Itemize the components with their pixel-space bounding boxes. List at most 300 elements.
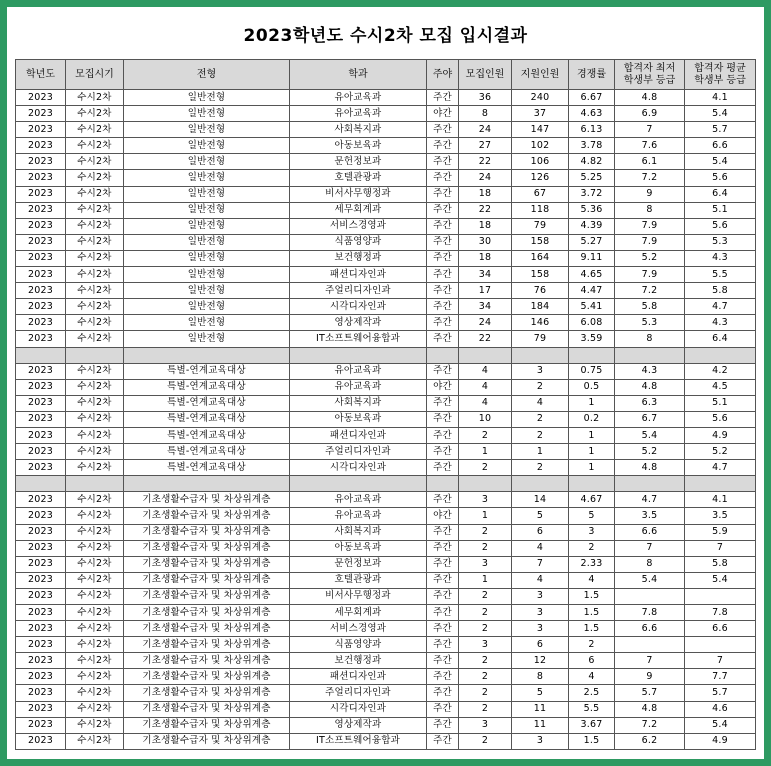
cell-quota: 2 [459, 685, 512, 701]
cell-period: 수시2차 [66, 637, 124, 653]
cell-day-night: 주간 [427, 170, 459, 186]
table-row [16, 605, 756, 621]
cell-day-night: 주간 [427, 685, 459, 701]
cell-department: 유아교육과 [290, 90, 427, 106]
cell-day-night: 주간 [427, 154, 459, 170]
cell-period: 수시2차 [66, 331, 124, 347]
cell-type: 기초생활수급자 및 차상위계층 [124, 653, 290, 669]
table-row [16, 186, 756, 202]
cell-type: 특별-연계교육대상 [124, 411, 290, 427]
cell-day-night: 주간 [427, 427, 459, 443]
cell-year: 2023 [16, 411, 66, 427]
cell-min-grade: 7 [615, 653, 685, 669]
cell-year: 2023 [16, 637, 66, 653]
cell-type: 일반전형 [124, 331, 290, 347]
cell-quota: 18 [459, 186, 512, 202]
cell-period: 수시2차 [66, 411, 124, 427]
table-row [16, 202, 756, 218]
cell-avg-grade: 5.4 [685, 106, 756, 122]
cell-day-night: 주간 [427, 234, 459, 250]
cell-period: 수시2차 [66, 170, 124, 186]
cell-type: 기초생활수급자 및 차상위계층 [124, 572, 290, 588]
table-row [16, 379, 756, 395]
cell-period: 수시2차 [66, 508, 124, 524]
cell-year: 2023 [16, 685, 66, 701]
cell-type: 기초생활수급자 및 차상위계층 [124, 524, 290, 540]
cell-day-night: 주간 [427, 540, 459, 556]
cell-department: 시각디자인과 [290, 701, 427, 717]
cell-min-grade: 5.4 [615, 427, 685, 443]
cell-quota: 24 [459, 170, 512, 186]
cell-quota: 2 [459, 524, 512, 540]
cell-type: 일반전형 [124, 122, 290, 138]
cell-day-night: 주간 [427, 122, 459, 138]
cell-day-night: 주간 [427, 588, 459, 604]
cell-applicants: 4 [512, 540, 569, 556]
col-header-day-night: 주야 [427, 60, 459, 90]
cell-department: 사회복지과 [290, 122, 427, 138]
cell-period: 수시2차 [66, 733, 124, 749]
cell-applicants: 3 [512, 733, 569, 749]
cell-type: 기초생활수급자 및 차상위계층 [124, 733, 290, 749]
cell-period: 수시2차 [66, 363, 124, 379]
cell-quota: 18 [459, 218, 512, 234]
cell-period: 수시2차 [66, 685, 124, 701]
table-row [16, 701, 756, 717]
separator-cell [685, 347, 756, 363]
cell-year: 2023 [16, 540, 66, 556]
cell-quota: 2 [459, 701, 512, 717]
cell-competition: 4.82 [569, 154, 615, 170]
cell-department: 유아교육과 [290, 106, 427, 122]
cell-competition: 1.5 [569, 588, 615, 604]
cell-type: 기초생활수급자 및 차상위계층 [124, 492, 290, 508]
cell-competition: 1.5 [569, 733, 615, 749]
cell-day-night: 주간 [427, 460, 459, 476]
table-row [16, 218, 756, 234]
separator-cell [569, 476, 615, 492]
cell-competition: 4.63 [569, 106, 615, 122]
cell-applicants: 146 [512, 315, 569, 331]
cell-competition: 6.67 [569, 90, 615, 106]
col-header-period: 모집시기 [66, 60, 124, 90]
cell-day-night: 주간 [427, 524, 459, 540]
table-row [16, 395, 756, 411]
table-row [16, 556, 756, 572]
cell-day-night: 주간 [427, 556, 459, 572]
cell-period: 수시2차 [66, 106, 124, 122]
cell-period: 수시2차 [66, 444, 124, 460]
cell-type: 기초생활수급자 및 차상위계층 [124, 605, 290, 621]
cell-avg-grade: 6.4 [685, 186, 756, 202]
cell-avg-grade: 3.5 [685, 508, 756, 524]
cell-year: 2023 [16, 427, 66, 443]
cell-avg-grade: 4.7 [685, 460, 756, 476]
cell-competition: 4.65 [569, 267, 615, 283]
cell-department: 아동보육과 [290, 411, 427, 427]
cell-competition: 3.78 [569, 138, 615, 154]
cell-quota: 4 [459, 379, 512, 395]
cell-avg-grade: 6.6 [685, 621, 756, 637]
cell-period: 수시2차 [66, 588, 124, 604]
cell-applicants: 2 [512, 379, 569, 395]
cell-min-grade: 5.3 [615, 315, 685, 331]
cell-year: 2023 [16, 460, 66, 476]
cell-avg-grade: 5.2 [685, 444, 756, 460]
cell-department: 유아교육과 [290, 379, 427, 395]
cell-department: 아동보육과 [290, 138, 427, 154]
cell-type: 일반전형 [124, 170, 290, 186]
cell-applicants: 3 [512, 588, 569, 604]
cell-department: 호텔관광과 [290, 170, 427, 186]
cell-min-grade: 6.9 [615, 106, 685, 122]
separator-cell [16, 347, 66, 363]
cell-min-grade: 8 [615, 331, 685, 347]
cell-applicants: 79 [512, 218, 569, 234]
cell-year: 2023 [16, 186, 66, 202]
cell-quota: 36 [459, 90, 512, 106]
cell-avg-grade: 5.7 [685, 685, 756, 701]
cell-min-grade: 4.7 [615, 492, 685, 508]
cell-avg-grade: 7.7 [685, 669, 756, 685]
cell-applicants: 5 [512, 508, 569, 524]
cell-min-grade: 6.7 [615, 411, 685, 427]
col-header-avg-grade: 합격자 평균 학생부 등급 [685, 60, 756, 90]
cell-competition: 1 [569, 427, 615, 443]
cell-period: 수시2차 [66, 138, 124, 154]
cell-type: 기초생활수급자 및 차상위계층 [124, 685, 290, 701]
cell-competition: 5.41 [569, 299, 615, 315]
cell-period: 수시2차 [66, 122, 124, 138]
cell-avg-grade: 5.4 [685, 717, 756, 733]
cell-applicants: 126 [512, 170, 569, 186]
table-row [16, 170, 756, 186]
cell-type: 기초생활수급자 및 차상위계층 [124, 701, 290, 717]
cell-min-grade: 7.6 [615, 138, 685, 154]
cell-applicants: 12 [512, 653, 569, 669]
cell-type: 일반전형 [124, 218, 290, 234]
cell-type: 기초생활수급자 및 차상위계층 [124, 637, 290, 653]
cell-type: 특별-연계교육대상 [124, 444, 290, 460]
cell-competition: 0.2 [569, 411, 615, 427]
cell-department: 문헌정보과 [290, 154, 427, 170]
cell-year: 2023 [16, 621, 66, 637]
cell-department: 패션디자인과 [290, 669, 427, 685]
cell-applicants: 102 [512, 138, 569, 154]
cell-min-grade: 5.2 [615, 444, 685, 460]
cell-department: 호텔관광과 [290, 572, 427, 588]
cell-applicants: 4 [512, 572, 569, 588]
cell-type: 기초생활수급자 및 차상위계층 [124, 588, 290, 604]
separator-cell [66, 347, 124, 363]
cell-avg-grade: 5.6 [685, 218, 756, 234]
cell-competition: 3.72 [569, 186, 615, 202]
cell-type: 일반전형 [124, 154, 290, 170]
cell-year: 2023 [16, 170, 66, 186]
cell-type: 특별-연계교육대상 [124, 363, 290, 379]
cell-day-night: 야간 [427, 379, 459, 395]
cell-applicants: 79 [512, 331, 569, 347]
cell-avg-grade: 7 [685, 540, 756, 556]
table-row [16, 524, 756, 540]
cell-department: IT소프트웨어융합과 [290, 733, 427, 749]
cell-competition: 1.5 [569, 605, 615, 621]
cell-department: 시각디자인과 [290, 299, 427, 315]
cell-quota: 2 [459, 605, 512, 621]
cell-type: 특별-연계교육대상 [124, 427, 290, 443]
cell-min-grade: 7.9 [615, 267, 685, 283]
cell-competition: 4.47 [569, 283, 615, 299]
cell-period: 수시2차 [66, 154, 124, 170]
cell-competition: 3 [569, 524, 615, 540]
cell-avg-grade: 4.3 [685, 315, 756, 331]
cell-day-night: 주간 [427, 395, 459, 411]
cell-competition: 5.5 [569, 701, 615, 717]
cell-competition: 2 [569, 637, 615, 653]
cell-year: 2023 [16, 556, 66, 572]
cell-quota: 2 [459, 540, 512, 556]
cell-year: 2023 [16, 653, 66, 669]
cell-quota: 2 [459, 427, 512, 443]
cell-year: 2023 [16, 717, 66, 733]
cell-applicants: 7 [512, 556, 569, 572]
cell-avg-grade: 5.1 [685, 395, 756, 411]
table-row [16, 427, 756, 443]
cell-avg-grade: 5.7 [685, 122, 756, 138]
cell-department: 세무회계과 [290, 202, 427, 218]
cell-quota: 4 [459, 363, 512, 379]
admission-results-table [15, 59, 756, 750]
table-row [16, 299, 756, 315]
cell-quota: 1 [459, 572, 512, 588]
cell-min-grade: 7.2 [615, 170, 685, 186]
cell-applicants: 184 [512, 299, 569, 315]
separator-cell [427, 476, 459, 492]
cell-applicants: 1 [512, 444, 569, 460]
cell-day-night: 주간 [427, 411, 459, 427]
cell-min-grade: 6.1 [615, 154, 685, 170]
cell-competition: 5 [569, 508, 615, 524]
cell-day-night: 주간 [427, 653, 459, 669]
separator-cell [569, 347, 615, 363]
cell-period: 수시2차 [66, 572, 124, 588]
cell-day-night: 주간 [427, 218, 459, 234]
cell-type: 일반전형 [124, 250, 290, 266]
cell-quota: 24 [459, 122, 512, 138]
cell-avg-grade: 4.9 [685, 427, 756, 443]
cell-quota: 1 [459, 444, 512, 460]
cell-avg-grade: 5.4 [685, 572, 756, 588]
cell-applicants: 4 [512, 395, 569, 411]
cell-day-night: 주간 [427, 637, 459, 653]
cell-applicants: 3 [512, 363, 569, 379]
cell-quota: 2 [459, 669, 512, 685]
cell-competition: 5.25 [569, 170, 615, 186]
cell-year: 2023 [16, 572, 66, 588]
table-row [16, 106, 756, 122]
cell-quota: 18 [459, 250, 512, 266]
cell-period: 수시2차 [66, 460, 124, 476]
section-separator [16, 476, 756, 492]
cell-department: 서비스경영과 [290, 621, 427, 637]
cell-min-grade: 3.5 [615, 508, 685, 524]
table-row [16, 669, 756, 685]
cell-competition: 2 [569, 540, 615, 556]
cell-period: 수시2차 [66, 653, 124, 669]
cell-min-grade: 5.2 [615, 250, 685, 266]
cell-competition: 6.13 [569, 122, 615, 138]
cell-avg-grade: 5.3 [685, 234, 756, 250]
cell-day-night: 주간 [427, 605, 459, 621]
cell-quota: 8 [459, 106, 512, 122]
cell-applicants: 240 [512, 90, 569, 106]
col-header-quota: 모집인원 [459, 60, 512, 90]
cell-quota: 24 [459, 315, 512, 331]
cell-day-night: 주간 [427, 492, 459, 508]
cell-avg-grade: 4.3 [685, 250, 756, 266]
cell-avg-grade: 6.6 [685, 138, 756, 154]
separator-cell [66, 476, 124, 492]
cell-competition: 2.5 [569, 685, 615, 701]
cell-applicants: 158 [512, 234, 569, 250]
cell-type: 특별-연계교육대상 [124, 460, 290, 476]
table-row [16, 283, 756, 299]
cell-competition: 1.5 [569, 621, 615, 637]
cell-competition: 4.39 [569, 218, 615, 234]
cell-quota: 27 [459, 138, 512, 154]
separator-cell [459, 347, 512, 363]
cell-day-night: 주간 [427, 331, 459, 347]
cell-min-grade [615, 588, 685, 604]
cell-department: 서비스경영과 [290, 218, 427, 234]
cell-department: 비서사무행정과 [290, 186, 427, 202]
cell-type: 기초생활수급자 및 차상위계층 [124, 508, 290, 524]
table-row [16, 508, 756, 524]
cell-day-night: 주간 [427, 90, 459, 106]
cell-year: 2023 [16, 701, 66, 717]
cell-period: 수시2차 [66, 717, 124, 733]
cell-applicants: 164 [512, 250, 569, 266]
cell-year: 2023 [16, 106, 66, 122]
table-row [16, 685, 756, 701]
cell-applicants: 106 [512, 154, 569, 170]
cell-competition: 5.27 [569, 234, 615, 250]
cell-year: 2023 [16, 395, 66, 411]
table-row [16, 733, 756, 749]
cell-avg-grade: 4.5 [685, 379, 756, 395]
cell-day-night: 주간 [427, 186, 459, 202]
cell-competition: 2.33 [569, 556, 615, 572]
cell-type: 기초생활수급자 및 차상위계층 [124, 717, 290, 733]
separator-cell [124, 476, 290, 492]
cell-avg-grade: 5.8 [685, 283, 756, 299]
cell-min-grade: 4.8 [615, 701, 685, 717]
cell-applicants: 6 [512, 524, 569, 540]
cell-quota: 34 [459, 267, 512, 283]
cell-avg-grade [685, 588, 756, 604]
cell-year: 2023 [16, 605, 66, 621]
cell-type: 특별-연계교육대상 [124, 379, 290, 395]
cell-department: 유아교육과 [290, 508, 427, 524]
cell-department: 보건행정과 [290, 653, 427, 669]
cell-department: 영상제작과 [290, 315, 427, 331]
cell-quota: 3 [459, 717, 512, 733]
cell-type: 특별-연계교육대상 [124, 395, 290, 411]
table-row [16, 138, 756, 154]
cell-year: 2023 [16, 588, 66, 604]
table-row [16, 315, 756, 331]
cell-year: 2023 [16, 669, 66, 685]
cell-quota: 4 [459, 395, 512, 411]
cell-competition: 5.36 [569, 202, 615, 218]
cell-min-grade: 6.2 [615, 733, 685, 749]
cell-year: 2023 [16, 283, 66, 299]
cell-year: 2023 [16, 90, 66, 106]
cell-quota: 2 [459, 653, 512, 669]
table-row [16, 122, 756, 138]
cell-applicants: 11 [512, 701, 569, 717]
cell-type: 일반전형 [124, 90, 290, 106]
cell-year: 2023 [16, 733, 66, 749]
cell-min-grade: 8 [615, 556, 685, 572]
cell-quota: 17 [459, 283, 512, 299]
cell-year: 2023 [16, 299, 66, 315]
cell-min-grade: 9 [615, 186, 685, 202]
table-row [16, 267, 756, 283]
cell-competition: 3.67 [569, 717, 615, 733]
table-row [16, 90, 756, 106]
col-header-department: 학과 [290, 60, 427, 90]
cell-applicants: 158 [512, 267, 569, 283]
cell-competition: 0.5 [569, 379, 615, 395]
cell-type: 일반전형 [124, 299, 290, 315]
cell-period: 수시2차 [66, 605, 124, 621]
table-row [16, 154, 756, 170]
cell-competition: 1 [569, 444, 615, 460]
table-row [16, 621, 756, 637]
cell-day-night: 주간 [427, 283, 459, 299]
col-header-type: 전형 [124, 60, 290, 90]
cell-year: 2023 [16, 363, 66, 379]
cell-year: 2023 [16, 202, 66, 218]
cell-department: 주얼리디자인과 [290, 685, 427, 701]
cell-department: 비서사무행정과 [290, 588, 427, 604]
cell-period: 수시2차 [66, 556, 124, 572]
cell-department: 아동보육과 [290, 540, 427, 556]
cell-day-night: 주간 [427, 621, 459, 637]
cell-department: 보건행정과 [290, 250, 427, 266]
cell-min-grade: 6.3 [615, 395, 685, 411]
separator-cell [685, 476, 756, 492]
cell-quota: 3 [459, 556, 512, 572]
table-row [16, 234, 756, 250]
table-row [16, 492, 756, 508]
cell-year: 2023 [16, 122, 66, 138]
cell-quota: 34 [459, 299, 512, 315]
cell-competition: 9.11 [569, 250, 615, 266]
cell-avg-grade: 5.4 [685, 154, 756, 170]
cell-min-grade [615, 637, 685, 653]
cell-min-grade: 4.3 [615, 363, 685, 379]
cell-competition: 4 [569, 572, 615, 588]
cell-type: 일반전형 [124, 234, 290, 250]
cell-day-night: 야간 [427, 508, 459, 524]
cell-avg-grade: 4.7 [685, 299, 756, 315]
cell-quota: 22 [459, 331, 512, 347]
cell-day-night: 주간 [427, 701, 459, 717]
cell-avg-grade [685, 637, 756, 653]
cell-day-night: 주간 [427, 669, 459, 685]
